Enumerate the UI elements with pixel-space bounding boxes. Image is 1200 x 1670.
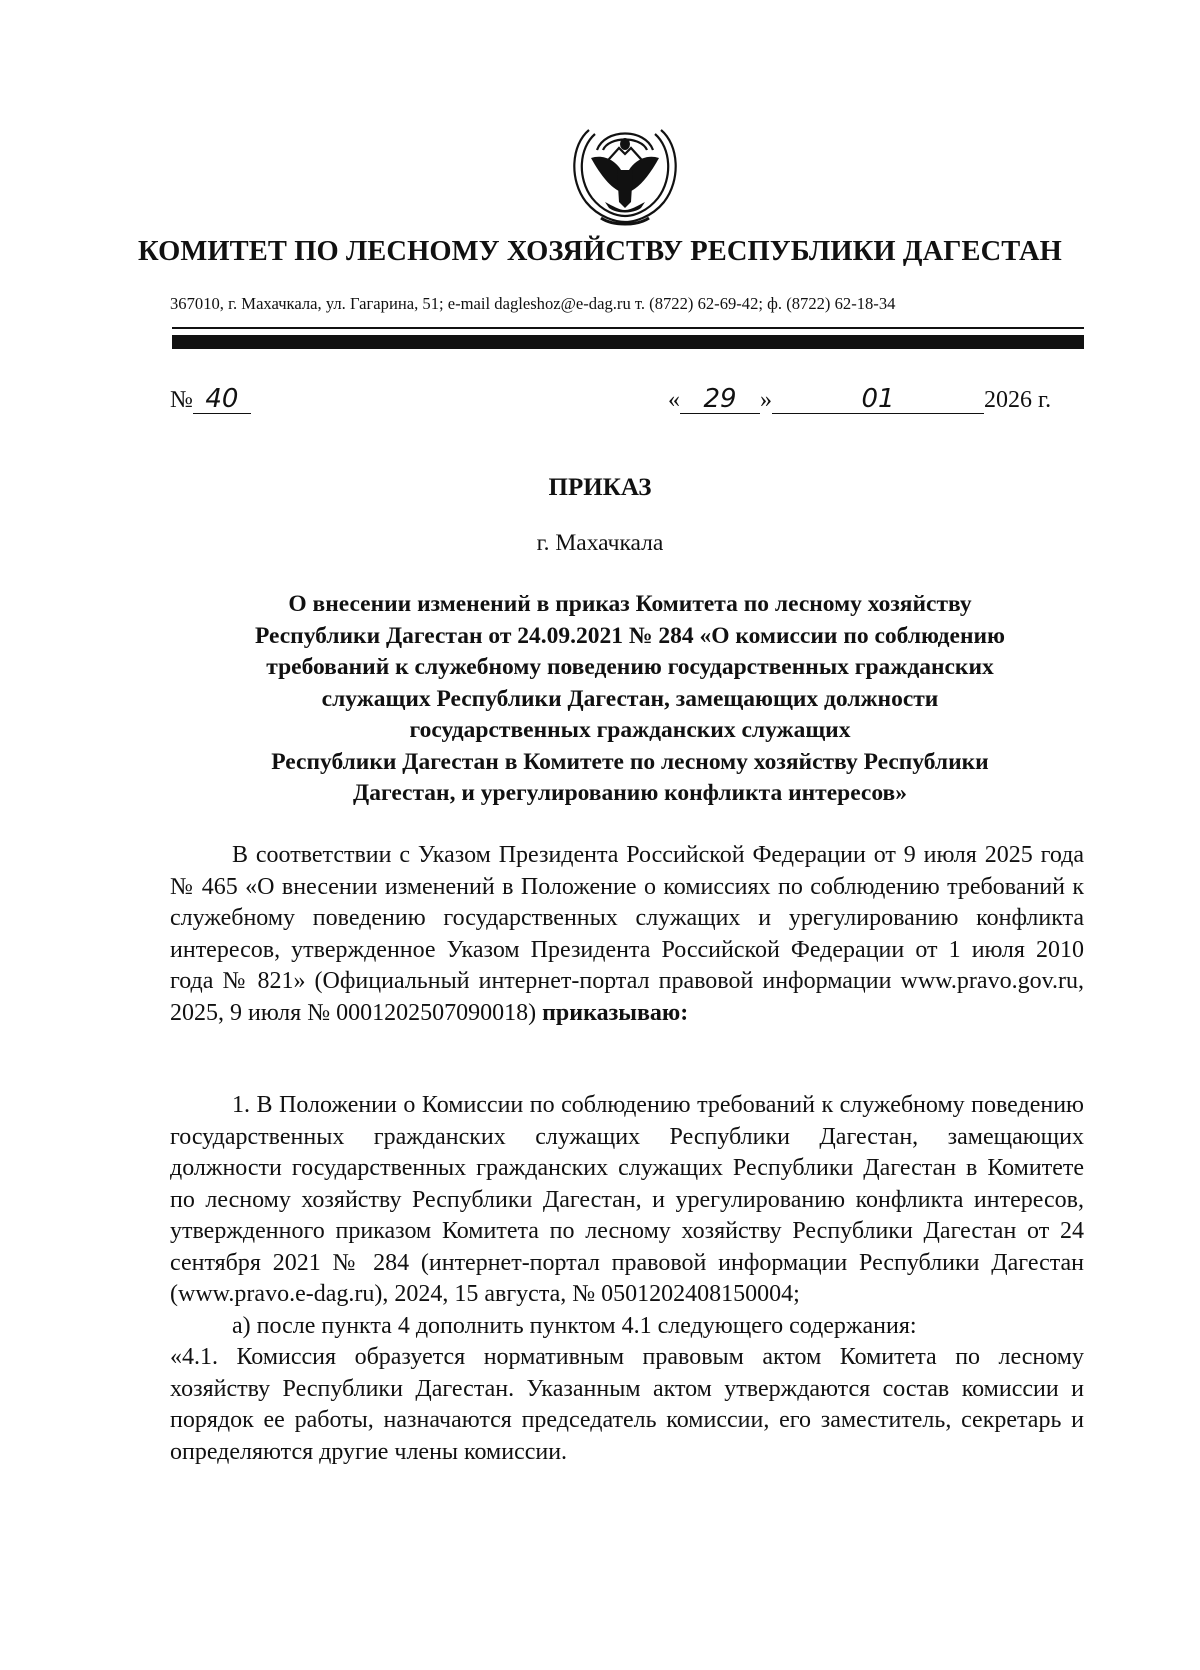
date-close-quote: »: [760, 387, 772, 413]
item-1-paragraph: 1. В Положении о Комиссии по соблюдению требований к служебному поведению государственных гражданских служащих Республики Дагестан, замещающих должности государственных гражданских служащих Республики Дагестан в Комитете по лесному хозяйству Республики Дагестан, и урегулированию конфликта интересов, утвержденного приказом Комитета по лесному хозяйству Республики Дагестан от 24 сентября 2021 № 284 (интернет-портал правовой информации Республики Дагестан (www.pravo.e-dag.ru), 2024, 15 августа, № 0501202408150004;: [170, 1092, 1084, 1307]
date-year: 2026 г.: [984, 387, 1052, 413]
subject-line: служащих Республики Дагестан, замещающих должности: [321, 685, 939, 712]
document-date: [668, 385, 1051, 414]
header-rule-thin: [172, 327, 1084, 329]
preamble-text: В соответствии с Указом Президента Российской Федерации от 9 июля 2025 года № 465 «О внесении изменений в Положение о комиссиях по соблюдению требований к служебному поведению государственных служащих и урегулированию конфликта интересов, утвержденное Указом Президента Российской Федерации от 1 июля 2010 года № 821» (Официальный интернет-портал правовой информации www.pravo.gov.ru, 2025, 9 июля № 0001202507090018): [170, 842, 1084, 1026]
document-city: г. Махачкала: [536, 530, 664, 556]
organization-address: 367010, г. Махачкала, ул. Гагарина, 51; e-mail dagleshoz@e-dag.ru т. (8722) 62-69-42; ф. (8722) 62-18-34: [170, 294, 896, 313]
quoted-item-4-1: «4.1. Комиссия образуется нормативным правовым актом Комитета по лесному хозяйству Республики Дагестан. Указанным актом утверждаются состав комиссии и порядок ее работы, назначаются председатель комиссии, его заместитель, секретарь и определяются другие члены комиссии.: [170, 1344, 1084, 1465]
preamble-paragraph: [170, 840, 1084, 1029]
subject-line: Дагестан, и урегулированию конфликта интересов»: [353, 780, 907, 806]
date-month-handwritten: 01: [772, 385, 984, 414]
header-rule-thick: [172, 335, 1084, 349]
subject-line: государственных гражданских служащих: [409, 717, 851, 743]
date-day-handwritten: 29: [680, 385, 760, 414]
subject-line: требований к служебному поведению государственных гражданских: [266, 654, 994, 680]
decree-word: приказываю:: [542, 999, 689, 1026]
coat-of-arms-emblem: [561, 110, 689, 228]
document-title: ПРИКАЗ: [548, 474, 652, 501]
date-open-quote: «: [668, 387, 680, 413]
subject-line: О внесении изменений в приказ Комитета по лесному хозяйству: [288, 591, 972, 617]
document-subject: [180, 589, 1080, 810]
order-items: [170, 1090, 1084, 1468]
subject-line: Республики Дагестан в Комитете по лесному хозяйству Республики: [271, 748, 989, 775]
organization-name: КОМИТЕТ ПО ЛЕСНОМУ ХОЗЯЙСТВУ РЕСПУБЛИКИ ДАГЕСТАН: [138, 236, 1062, 267]
number-prefix: №: [170, 387, 193, 413]
number-handwritten: 40: [193, 385, 251, 414]
document-number: [170, 385, 251, 414]
item-1a-paragraph: а) после пункта 4 дополнить пунктом 4.1 следующего содержания:: [232, 1312, 917, 1339]
subject-line: Республики Дагестан от 24.09.2021 № 284 «О комиссии по соблюдению: [254, 622, 1005, 649]
